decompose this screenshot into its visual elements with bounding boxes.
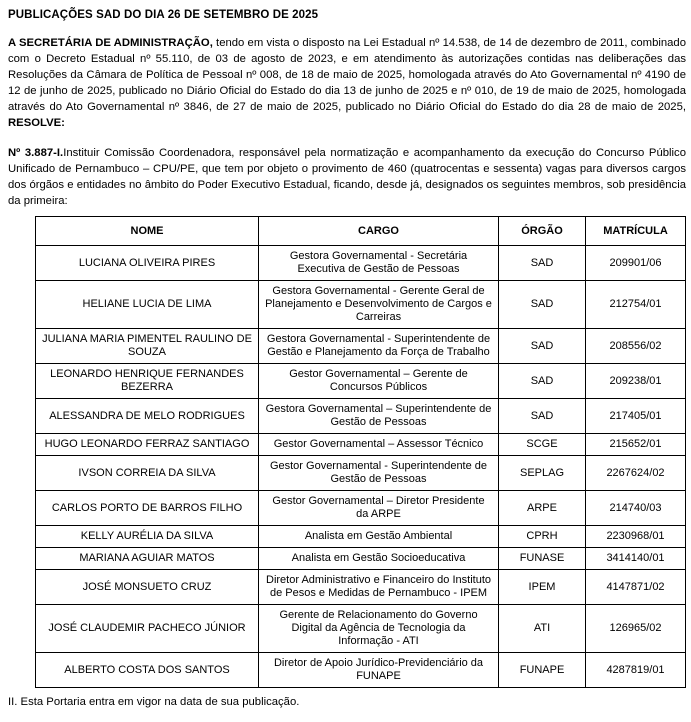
cell-nome: JULIANA MARIA PIMENTEL RAULINO DE SOUZA: [36, 329, 259, 364]
cell-matricula: 2267624/02: [586, 456, 686, 491]
cell-cargo: Gestor Governamental - Superintendente de Gestão de Pessoas: [259, 456, 499, 491]
preamble-paragraph: [8, 35, 686, 131]
table-row: [36, 399, 686, 434]
cell-cargo: Gerente de Relacionamento do Governo Digital da Agência de Tecnologia da Informação - ATI: [259, 605, 499, 653]
cell-cargo: Analista em Gestão Socioeducativa: [259, 548, 499, 570]
cell-matricula: 209901/06: [586, 246, 686, 281]
table-row: [36, 526, 686, 548]
table-header: [36, 217, 686, 246]
column-header-cargo: CARGO: [259, 217, 499, 246]
cell-orgao: ARPE: [499, 491, 586, 526]
preamble-body: tendo em vista o disposto na Lei Estadual nº 14.538, de 14 de dezembro de 2011, combinado com o Decreto Estadual nº 55.110, de 03 de agosto de 2023, e em atendimento às autorizações contidas nas deliberações das Resoluções da Câmara de Política de Pessoal nº 008, de 18 de maio de 2025, homologada através do Ato Governamental nº 4190 de 12 de junho de 2025, publicado no Diário Oficial do Estado do dia 13 de junho de 2025 e nº 010, de 19 de maio de 2025, homologada através do Ato Governamental nº 3846, de 27 de maio de 2025, publicado no Diário Oficial do Estado do dia 28 de maio de 2025,: [8, 37, 686, 113]
cell-orgao: SAD: [499, 399, 586, 434]
cell-orgao: SCGE: [499, 434, 586, 456]
cell-matricula: 217405/01: [586, 399, 686, 434]
cell-nome: KELLY AURÉLIA DA SILVA: [36, 526, 259, 548]
cell-orgao: ATI: [499, 605, 586, 653]
cell-nome: HELIANE LUCIA DE LIMA: [36, 281, 259, 329]
cell-nome: JOSÉ CLAUDEMIR PACHECO JÚNIOR: [36, 605, 259, 653]
table-row: [36, 364, 686, 399]
table-row: [36, 281, 686, 329]
cell-nome: JOSÉ MONSUETO CRUZ: [36, 570, 259, 605]
cell-nome: IVSON CORREIA DA SILVA: [36, 456, 259, 491]
table-row: [36, 653, 686, 688]
table-row: [36, 548, 686, 570]
table-row: [36, 491, 686, 526]
column-header-nome: NOME: [36, 217, 259, 246]
cell-cargo: Analista em Gestão Ambiental: [259, 526, 499, 548]
cell-cargo: Gestor Governamental – Diretor Presidente da ARPE: [259, 491, 499, 526]
cell-cargo: Gestora Governamental - Gerente Geral de Planejamento e Desenvolvimento de Cargos e Carreiras: [259, 281, 499, 329]
cell-matricula: 2230968/01: [586, 526, 686, 548]
table-row: [36, 456, 686, 491]
column-header-matricula: MATRÍCULA: [586, 217, 686, 246]
table-row: [36, 570, 686, 605]
cell-matricula: 4147871/02: [586, 570, 686, 605]
cell-nome: ALESSANDRA DE MELO RODRIGUES: [36, 399, 259, 434]
article-body: Instituir Comissão Coordenadora, responsável pela normatização e acompanhamento da execução do Concurso Público Unificado de Pernambuco – CPU/PE, que tem por objeto o provimento de 460 (quatrocentas e sessenta) vagas para diversos cargos dos órgãos e entidades no âmbito do Poder Executivo Estadual, ficando, desde já, designados os seguintes membros, sob presidência da primeira:: [8, 147, 686, 207]
page-title: PUBLICAÇÕES SAD DO DIA 26 DE SETEMBRO DE 2025: [8, 9, 319, 21]
cell-matricula: 212754/01: [586, 281, 686, 329]
cell-orgao: IPEM: [499, 570, 586, 605]
table-header-row: [36, 217, 686, 246]
article-paragraph: [8, 145, 686, 209]
cell-nome: MARIANA AGUIAR MATOS: [36, 548, 259, 570]
cell-nome: HUGO LEONARDO FERRAZ SANTIAGO: [36, 434, 259, 456]
cell-matricula: 3414140/01: [586, 548, 686, 570]
table-body: [36, 246, 686, 688]
cell-cargo: Gestora Governamental – Superintendente de Gestão de Pessoas: [259, 399, 499, 434]
cell-orgao: SAD: [499, 281, 586, 329]
table-row: [36, 329, 686, 364]
cell-matricula: 208556/02: [586, 329, 686, 364]
table-row: [36, 605, 686, 653]
preamble-lead: A SECRETÁRIA DE ADMINISTRAÇÃO,: [8, 37, 213, 49]
cell-cargo: Gestor Governamental – Gerente de Concursos Públicos: [259, 364, 499, 399]
column-header-orgao: ÓRGÃO: [499, 217, 586, 246]
cell-matricula: 209238/01: [586, 364, 686, 399]
cell-matricula: 214740/03: [586, 491, 686, 526]
cell-cargo: Gestora Governamental - Superintendente de Gestão e Planejamento da Força de Trabalho: [259, 329, 499, 364]
cell-orgao: SAD: [499, 246, 586, 281]
cell-cargo: Gestora Governamental - Secretária Executiva de Gestão de Pessoas: [259, 246, 499, 281]
cell-orgao: SAD: [499, 329, 586, 364]
cell-orgao: SAD: [499, 364, 586, 399]
cell-cargo: Diretor de Apoio Jurídico-Previdenciário da FUNAPE: [259, 653, 499, 688]
table-row: [36, 434, 686, 456]
cell-orgao: CPRH: [499, 526, 586, 548]
cell-cargo: Gestor Governamental – Assessor Técnico: [259, 434, 499, 456]
table-row: [36, 246, 686, 281]
cell-matricula: 126965/02: [586, 605, 686, 653]
cell-matricula: 4287819/01: [586, 653, 686, 688]
cell-orgao: FUNAPE: [499, 653, 586, 688]
closing-paragraph: II. Esta Portaria entra em vigor na data de sua publicação.: [8, 696, 300, 708]
cell-nome: CARLOS PORTO DE BARROS FILHO: [36, 491, 259, 526]
cell-matricula: 215652/01: [586, 434, 686, 456]
cell-orgao: FUNASE: [499, 548, 586, 570]
cell-nome: LEONARDO HENRIQUE FERNANDES BEZERRA: [36, 364, 259, 399]
preamble-resolve-label: RESOLVE:: [8, 117, 65, 129]
cell-cargo: Diretor Administrativo e Financeiro do Instituto de Pesos e Medidas de Pernambuco - IPEM: [259, 570, 499, 605]
article-number: Nº 3.887-I.: [8, 147, 64, 159]
members-table: [35, 216, 686, 688]
cell-orgao: SEPLAG: [499, 456, 586, 491]
cell-nome: ALBERTO COSTA DOS SANTOS: [36, 653, 259, 688]
cell-nome: LUCIANA OLIVEIRA PIRES: [36, 246, 259, 281]
